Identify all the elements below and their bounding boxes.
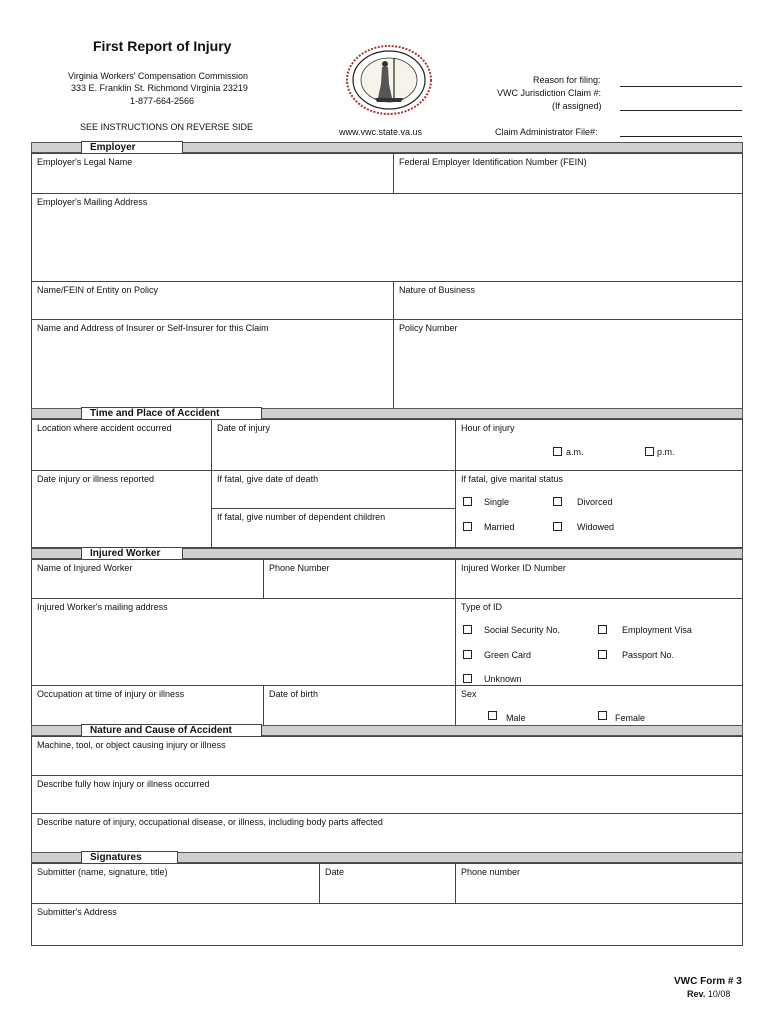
occupation-field[interactable] — [31, 685, 264, 726]
marital-status-field[interactable] — [455, 470, 743, 548]
female-checkbox[interactable] — [598, 711, 607, 720]
date-injury-field[interactable] — [211, 419, 456, 471]
occupation-label: Occupation at time of injury or illness — [37, 689, 185, 699]
employer-mailing-address-label: Employer's Mailing Address — [37, 197, 148, 207]
date-injury-label: Date of injury — [217, 423, 271, 433]
claim-admin-line[interactable] — [620, 136, 742, 137]
insurer-label: Name and Address of Insurer or Self-Insurer for this Claim — [37, 323, 269, 333]
agency-address: 333 E. Franklin St. Richmond Virginia 23219 — [71, 83, 248, 93]
nature-section-title: Nature and Cause of Accident — [81, 724, 262, 737]
nature-business-label: Nature of Business — [399, 285, 476, 295]
female-label: Female — [615, 713, 646, 723]
revision — [687, 989, 730, 999]
dob-field[interactable] — [263, 685, 456, 726]
worker-id-field[interactable] — [455, 559, 743, 599]
worker-id-label: Injured Worker ID Number — [461, 563, 566, 573]
nature-business-field[interactable] — [393, 281, 743, 320]
single-checkbox[interactable] — [463, 497, 472, 506]
hour-injury-label: Hour of injury — [461, 423, 515, 433]
divorced-checkbox[interactable] — [553, 497, 562, 506]
widowed-label: Widowed — [577, 522, 615, 532]
sex-label: Sex — [461, 689, 477, 699]
entity-policy-label: Name/FEIN of Entity on Policy — [37, 285, 159, 295]
dependents-label: If fatal, give number of dependent children — [217, 512, 386, 522]
signatures-section-title: Signatures — [81, 851, 178, 864]
employer-section-title: Employer — [81, 141, 183, 154]
fein-label: Federal Employer Identification Number (FEIN) — [399, 157, 587, 167]
green-card-label: Green Card — [484, 650, 532, 660]
married-label: Married — [484, 522, 515, 532]
agency-phone: 1-877-664-2566 — [130, 96, 195, 106]
submitter-phone-label: Phone number — [461, 867, 521, 877]
passport-checkbox[interactable] — [598, 650, 607, 659]
accident-section-title: Time and Place of Accident — [81, 407, 262, 420]
marital-status-label: If fatal, give marital status — [461, 474, 564, 484]
entity-policy-field[interactable] — [31, 281, 394, 320]
nature-injury-field[interactable] — [31, 813, 743, 853]
jurisdiction-line[interactable] — [620, 110, 742, 111]
submitter-address-field[interactable] — [31, 903, 743, 946]
worker-phone-label: Phone Number — [269, 563, 330, 573]
describe-label: Describe fully how injury or illness occurred — [37, 779, 210, 789]
date-death-field[interactable] — [211, 470, 456, 509]
date-reported-label: Date injury or illness reported — [37, 474, 155, 484]
unknown-checkbox[interactable] — [463, 674, 472, 683]
machine-label: Machine, tool, or object causing injury or illness — [37, 740, 226, 750]
unknown-label: Unknown — [484, 674, 522, 684]
ssn-label: Social Security No. — [484, 625, 561, 635]
date-death-label: If fatal, give date of death — [217, 474, 319, 484]
reason-line[interactable] — [620, 86, 742, 87]
submitter-label: Submitter (name, signature, title) — [37, 867, 168, 877]
submitter-address-label: Submitter's Address — [37, 907, 117, 917]
worker-phone-field[interactable] — [263, 559, 456, 599]
form-number: VWC Form # 3 — [674, 976, 742, 987]
claim-admin-label: Claim Administrator File#: — [495, 127, 598, 137]
am-label: a.m. — [566, 447, 584, 457]
virginia-state-seal-icon — [345, 44, 433, 116]
pm-checkbox[interactable] — [645, 447, 654, 456]
worker-mailing-label: Injured Worker's mailing address — [37, 602, 168, 612]
nature-injury-label: Describe nature of injury, occupational disease, or illness, including body parts affected — [37, 817, 383, 827]
reason-label: Reason for filing: — [533, 75, 601, 85]
type-id-label: Type of ID — [461, 602, 503, 612]
worker-name-label: Name of Injured Worker — [37, 563, 133, 573]
revision-label: Rev. — [687, 989, 706, 999]
employer-legal-name-label: Employer's Legal Name — [37, 157, 133, 167]
submitter-phone-field[interactable] — [455, 863, 743, 904]
signature-date-field[interactable] — [319, 863, 456, 904]
green-card-checkbox[interactable] — [463, 650, 472, 659]
dob-label: Date of birth — [269, 689, 319, 699]
single-label: Single — [484, 497, 510, 507]
widowed-checkbox[interactable] — [553, 522, 562, 531]
passport-label: Passport No. — [622, 650, 675, 660]
fein-field[interactable] — [393, 153, 743, 194]
form-title: First Report of Injury — [93, 38, 232, 54]
employer-legal-name-field[interactable] — [31, 153, 394, 194]
employer-mailing-address-field[interactable] — [31, 193, 743, 282]
date-reported-field[interactable] — [31, 470, 212, 548]
instructions-note: SEE INSTRUCTIONS ON REVERSE SIDE — [80, 122, 254, 132]
policy-number-label: Policy Number — [399, 323, 458, 333]
signature-date-label: Date — [325, 867, 345, 877]
pm-label: p.m. — [657, 447, 675, 457]
accident-location-field[interactable] — [31, 419, 212, 471]
visa-checkbox[interactable] — [598, 625, 607, 634]
dependents-field[interactable] — [211, 508, 456, 548]
type-id-field[interactable] — [455, 598, 743, 686]
married-checkbox[interactable] — [463, 522, 472, 531]
website: www.vwc.state.va.us — [339, 127, 423, 137]
divorced-label: Divorced — [577, 497, 613, 507]
male-label: Male — [506, 713, 526, 723]
worker-mailing-field[interactable] — [31, 598, 456, 686]
if-assigned-label: (If assigned) — [552, 101, 602, 111]
visa-label: Employment Visa — [622, 625, 692, 635]
worker-name-field[interactable] — [31, 559, 264, 599]
machine-field[interactable] — [31, 736, 743, 776]
hour-injury-field[interactable] — [455, 419, 743, 471]
agency-name: Virginia Workers' Compensation Commission — [68, 71, 248, 81]
am-checkbox[interactable] — [553, 447, 562, 456]
revision-date: 10/08 — [707, 989, 731, 999]
accident-location-label: Location where accident occurred — [37, 423, 172, 433]
insurer-field[interactable] — [31, 319, 394, 409]
ssn-checkbox[interactable] — [463, 625, 472, 634]
jurisdiction-label: VWC Jurisdiction Claim #: — [497, 88, 602, 98]
male-checkbox[interactable] — [488, 711, 497, 720]
policy-number-field[interactable] — [393, 319, 743, 409]
describe-field[interactable] — [31, 775, 743, 814]
worker-section-title: Injured Worker — [81, 547, 183, 560]
submitter-field[interactable] — [31, 863, 320, 904]
